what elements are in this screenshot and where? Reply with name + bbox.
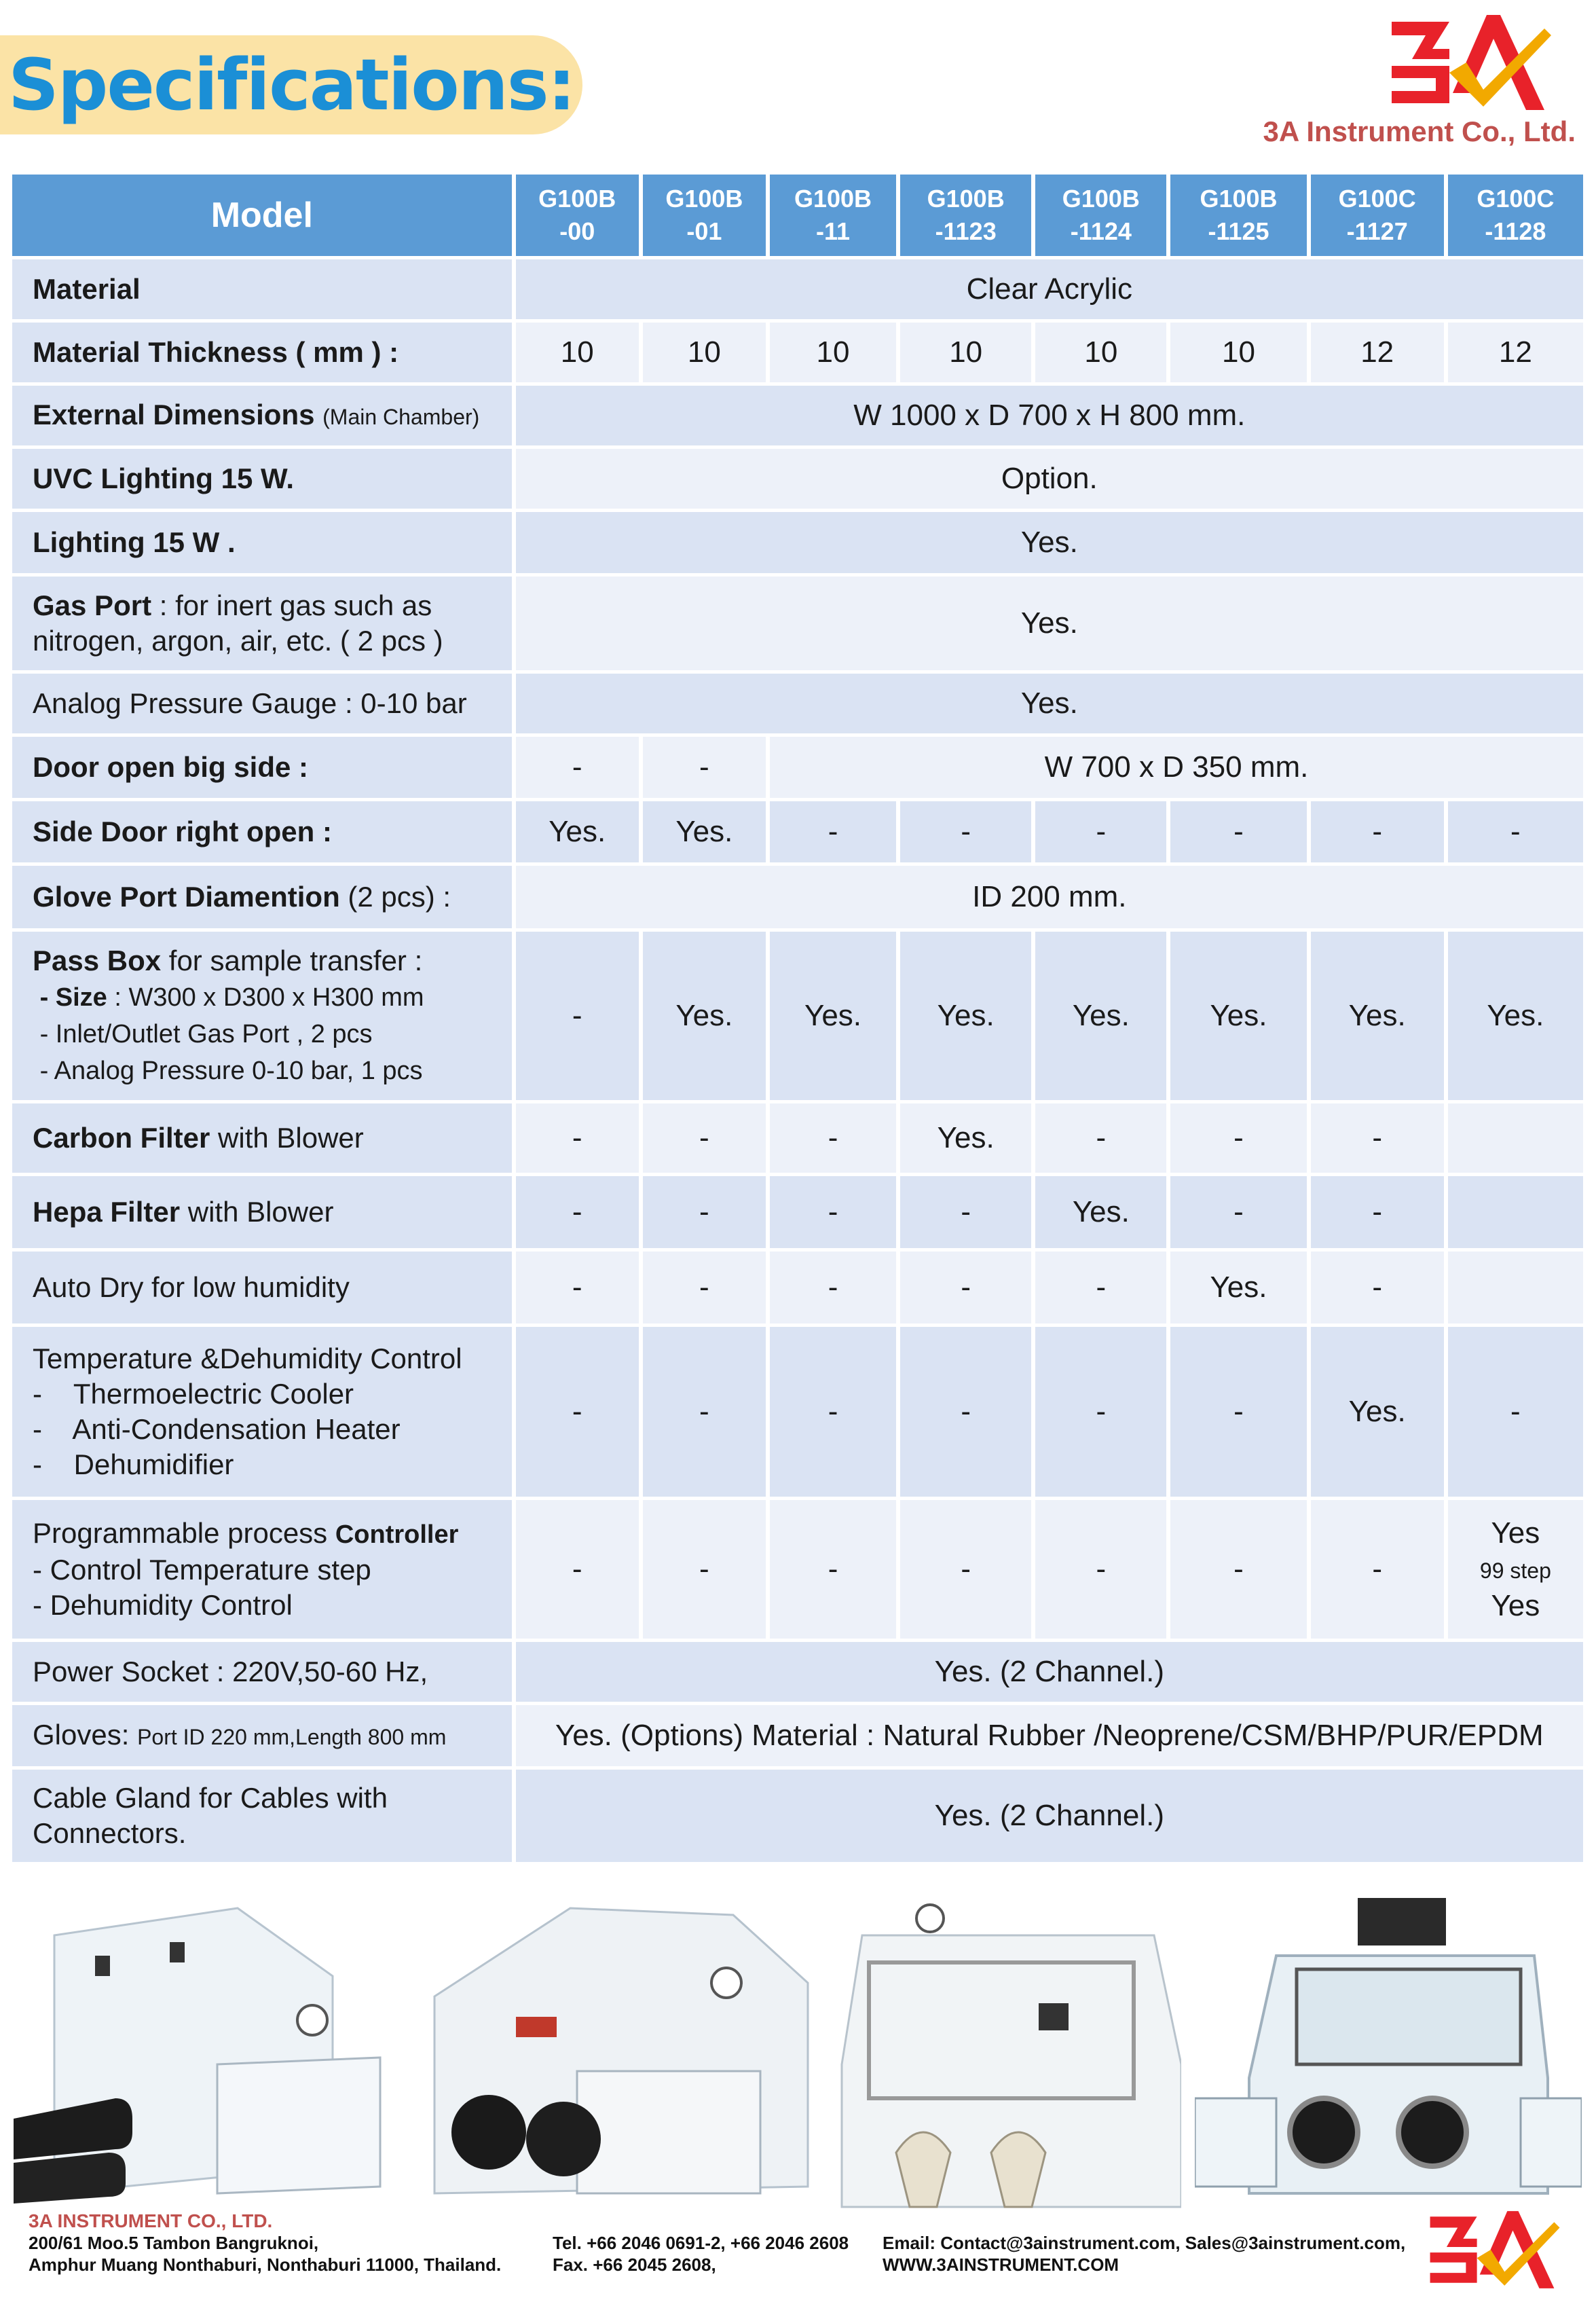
glovebox-photo-2 — [407, 1895, 815, 2214]
cell: Yes. — [1448, 932, 1583, 1100]
row-value: Yes. (2 Channel.) — [516, 1642, 1583, 1702]
row-external — [12, 386, 1583, 445]
cell: - — [900, 1500, 1031, 1639]
logo-3a-icon — [1385, 8, 1555, 117]
cell: - — [1311, 1252, 1444, 1323]
cell: - — [516, 1327, 639, 1497]
model-col-5: G100B -1125 — [1170, 175, 1306, 256]
row-label: Auto Dry for low humidity — [12, 1252, 512, 1323]
model-header-row — [12, 175, 1583, 256]
row-value: W 700 x D 350 mm. — [770, 737, 1583, 798]
row-label: UVC Lighting 15 W. — [12, 449, 512, 509]
cell-program-last: Yes 99 step Yes — [1448, 1500, 1583, 1639]
row-side-door — [12, 801, 1583, 862]
cell: - — [770, 1103, 896, 1173]
cell: - — [900, 1176, 1031, 1248]
row-auto-dry — [12, 1252, 1583, 1323]
cell: - — [1311, 801, 1444, 862]
cell: - — [1448, 1327, 1583, 1497]
row-label: Lighting 15 W . — [12, 512, 512, 573]
cell: - — [1170, 801, 1306, 862]
company-name: 3A Instrument Co., Ltd. — [1263, 115, 1576, 147]
cell: - — [643, 1252, 766, 1323]
company-logo — [1385, 8, 1555, 117]
cell: - — [1311, 1103, 1444, 1173]
row-temp-control — [12, 1327, 1583, 1497]
cell: 10 — [643, 323, 766, 382]
row-label: Material — [12, 259, 512, 319]
spec-table — [8, 171, 1587, 1865]
cell: - — [770, 1500, 896, 1639]
cell: - — [900, 1252, 1031, 1323]
cell: Yes. — [1035, 1176, 1166, 1248]
row-thickness — [12, 323, 1583, 382]
glovebox-photo-1 — [14, 1895, 394, 2214]
cell: - — [770, 1327, 896, 1497]
cell — [1448, 1176, 1583, 1248]
cell: - — [516, 1252, 639, 1323]
row-value: ID 200 mm. — [516, 866, 1583, 928]
row-label: Side Door right open : — [12, 801, 512, 862]
row-label: Material Thickness ( mm ) : — [12, 323, 512, 382]
row-value: W 1000 x D 700 x H 800 mm. — [516, 386, 1583, 445]
footer-company: 3A INSTRUMENT CO., LTD. — [29, 2210, 273, 2231]
row-lighting — [12, 512, 1583, 573]
cell: Yes. — [516, 801, 639, 862]
cell: - — [1035, 801, 1166, 862]
cell: 10 — [1035, 323, 1166, 382]
row-label: External Dimensions (Main Chamber) — [12, 386, 512, 445]
product-photos — [14, 1895, 1582, 2214]
footer-logo — [1419, 2206, 1568, 2294]
cell: - — [770, 801, 896, 862]
row-value: Yes. — [516, 577, 1583, 670]
cell: - — [643, 737, 766, 798]
cell: - — [1170, 1103, 1306, 1173]
cell: - — [770, 1252, 896, 1323]
model-col-3: G100B -1123 — [900, 175, 1031, 256]
cell: Yes. — [900, 932, 1031, 1100]
row-value: Option. — [516, 449, 1583, 509]
row-value: Yes. (Options) Material : Natural Rubber /Neoprene/CSM/BHP/PUR/EPDM — [516, 1705, 1583, 1766]
cell: - — [1448, 801, 1583, 862]
row-value: Clear Acrylic — [516, 259, 1583, 319]
cell: 10 — [770, 323, 896, 382]
row-value: Yes. — [516, 674, 1583, 733]
cell: - — [900, 1327, 1031, 1497]
logo-3a-icon — [1419, 2206, 1568, 2294]
cell: - — [1311, 1500, 1444, 1639]
row-gas-port — [12, 577, 1583, 670]
row-glove-port — [12, 866, 1583, 928]
cell: - — [516, 1176, 639, 1248]
row-value: Yes. (2 Channel.) — [516, 1770, 1583, 1862]
model-col-6: G100C -1127 — [1311, 175, 1444, 256]
row-label: Power Socket : 220V,50-60 Hz, — [12, 1642, 512, 1702]
cell: 10 — [1170, 323, 1306, 382]
row-cable-gland — [12, 1770, 1583, 1862]
cell: Yes. — [1170, 932, 1306, 1100]
row-pass-box — [12, 932, 1583, 1100]
cell: - — [1170, 1500, 1306, 1639]
footer-email[interactable]: Email: Contact@3ainstrument.com, Sales@3ainstrument.com, — [883, 2233, 1406, 2253]
cell: - — [900, 801, 1031, 862]
cell — [1448, 1252, 1583, 1323]
row-label: Pass Box for sample transfer : - Size : W300 x D300 x H300 mm - Inlet/Outlet Gas Port , 2 pcs - Analog Pressure 0-10 bar, 1 pcs — [12, 932, 512, 1100]
footer-contact — [883, 2232, 1405, 2276]
row-hepa — [12, 1176, 1583, 1248]
row-label: Glove Port Diamention (2 pcs) : — [12, 866, 512, 928]
row-gloves — [12, 1705, 1583, 1766]
cell: - — [1170, 1327, 1306, 1497]
glovebox-photo-4 — [1195, 1895, 1582, 2214]
cell: - — [643, 1103, 766, 1173]
cell: - — [516, 932, 639, 1100]
page-title: Specifications: — [8, 43, 575, 126]
cell: - — [516, 1500, 639, 1639]
cell: Yes. — [643, 932, 766, 1100]
cell: - — [1035, 1327, 1166, 1497]
cell: - — [770, 1176, 896, 1248]
cell: - — [1035, 1252, 1166, 1323]
footer-address — [29, 2210, 501, 2276]
footer-tel: Tel. +66 2046 0691-2, +66 2046 2608 — [553, 2233, 849, 2253]
cell: Yes. — [900, 1103, 1031, 1173]
footer-website[interactable]: WWW.3AINSTRUMENT.COM — [883, 2254, 1119, 2275]
cell: Yes. — [1170, 1252, 1306, 1323]
row-label: Programmable process Controller - Control Temperature step - Dehumidity Control — [12, 1500, 512, 1639]
row-uvc — [12, 449, 1583, 509]
footer-phone — [553, 2232, 849, 2276]
row-analog — [12, 674, 1583, 733]
cell: Yes. — [770, 932, 896, 1100]
row-door-big — [12, 737, 1583, 798]
cell: - — [516, 1103, 639, 1173]
cell: Yes. — [1311, 932, 1444, 1100]
row-label: Hepa Filter with Blower — [12, 1176, 512, 1248]
footer-address-line1: 200/61 Moo.5 Tambon Bangruknoi, — [29, 2233, 319, 2253]
cell: - — [643, 1176, 766, 1248]
cell: Yes. — [643, 801, 766, 862]
row-label: Gloves: Port ID 220 mm,Length 800 mm — [12, 1705, 512, 1766]
cell: - — [1311, 1176, 1444, 1248]
cell: 12 — [1311, 323, 1444, 382]
footer-address-line2: Amphur Muang Nonthaburi, Nonthaburi 11000, Thailand. — [29, 2254, 502, 2275]
cell: - — [516, 737, 639, 798]
cell: - — [643, 1327, 766, 1497]
row-carbon — [12, 1103, 1583, 1173]
row-power — [12, 1642, 1583, 1702]
cell — [1448, 1103, 1583, 1173]
row-label: Gas Port : for inert gas such as nitrogen, argon, air, etc. ( 2 pcs ) — [12, 577, 512, 670]
cell: - — [1035, 1500, 1166, 1639]
row-label: Carbon Filter with Blower — [12, 1103, 512, 1173]
cell: - — [1170, 1176, 1306, 1248]
footer-fax: Fax. +66 2045 2608, — [553, 2254, 716, 2275]
model-col-4: G100B -1124 — [1035, 175, 1166, 256]
model-col-0: G100B -00 — [516, 175, 639, 256]
row-programmable — [12, 1500, 1583, 1639]
cell: Yes. — [1035, 932, 1166, 1100]
model-col-7: G100C -1128 — [1448, 175, 1583, 256]
cell: - — [643, 1500, 766, 1639]
cell: Yes. — [1311, 1327, 1444, 1497]
cell: - — [1035, 1103, 1166, 1173]
cell: 10 — [900, 323, 1031, 382]
row-label: Analog Pressure Gauge : 0-10 bar — [12, 674, 512, 733]
glovebox-photo-3 — [828, 1895, 1181, 2214]
row-label: Temperature &Dehumidity Control - Thermoelectric Cooler - Anti-Condensation Heater - Dehumidifier — [12, 1327, 512, 1497]
row-label: Cable Gland for Cables with Connectors. — [12, 1770, 512, 1862]
cell: 12 — [1448, 323, 1583, 382]
model-col-1: G100B -01 — [643, 175, 766, 256]
row-value: Yes. — [516, 512, 1583, 573]
model-col-2: G100B -11 — [770, 175, 896, 256]
row-material — [12, 259, 1583, 319]
row-label: Door open big side : — [12, 737, 512, 798]
model-header: Model — [12, 175, 512, 256]
cell: 10 — [516, 323, 639, 382]
footer — [29, 2210, 1576, 2299]
